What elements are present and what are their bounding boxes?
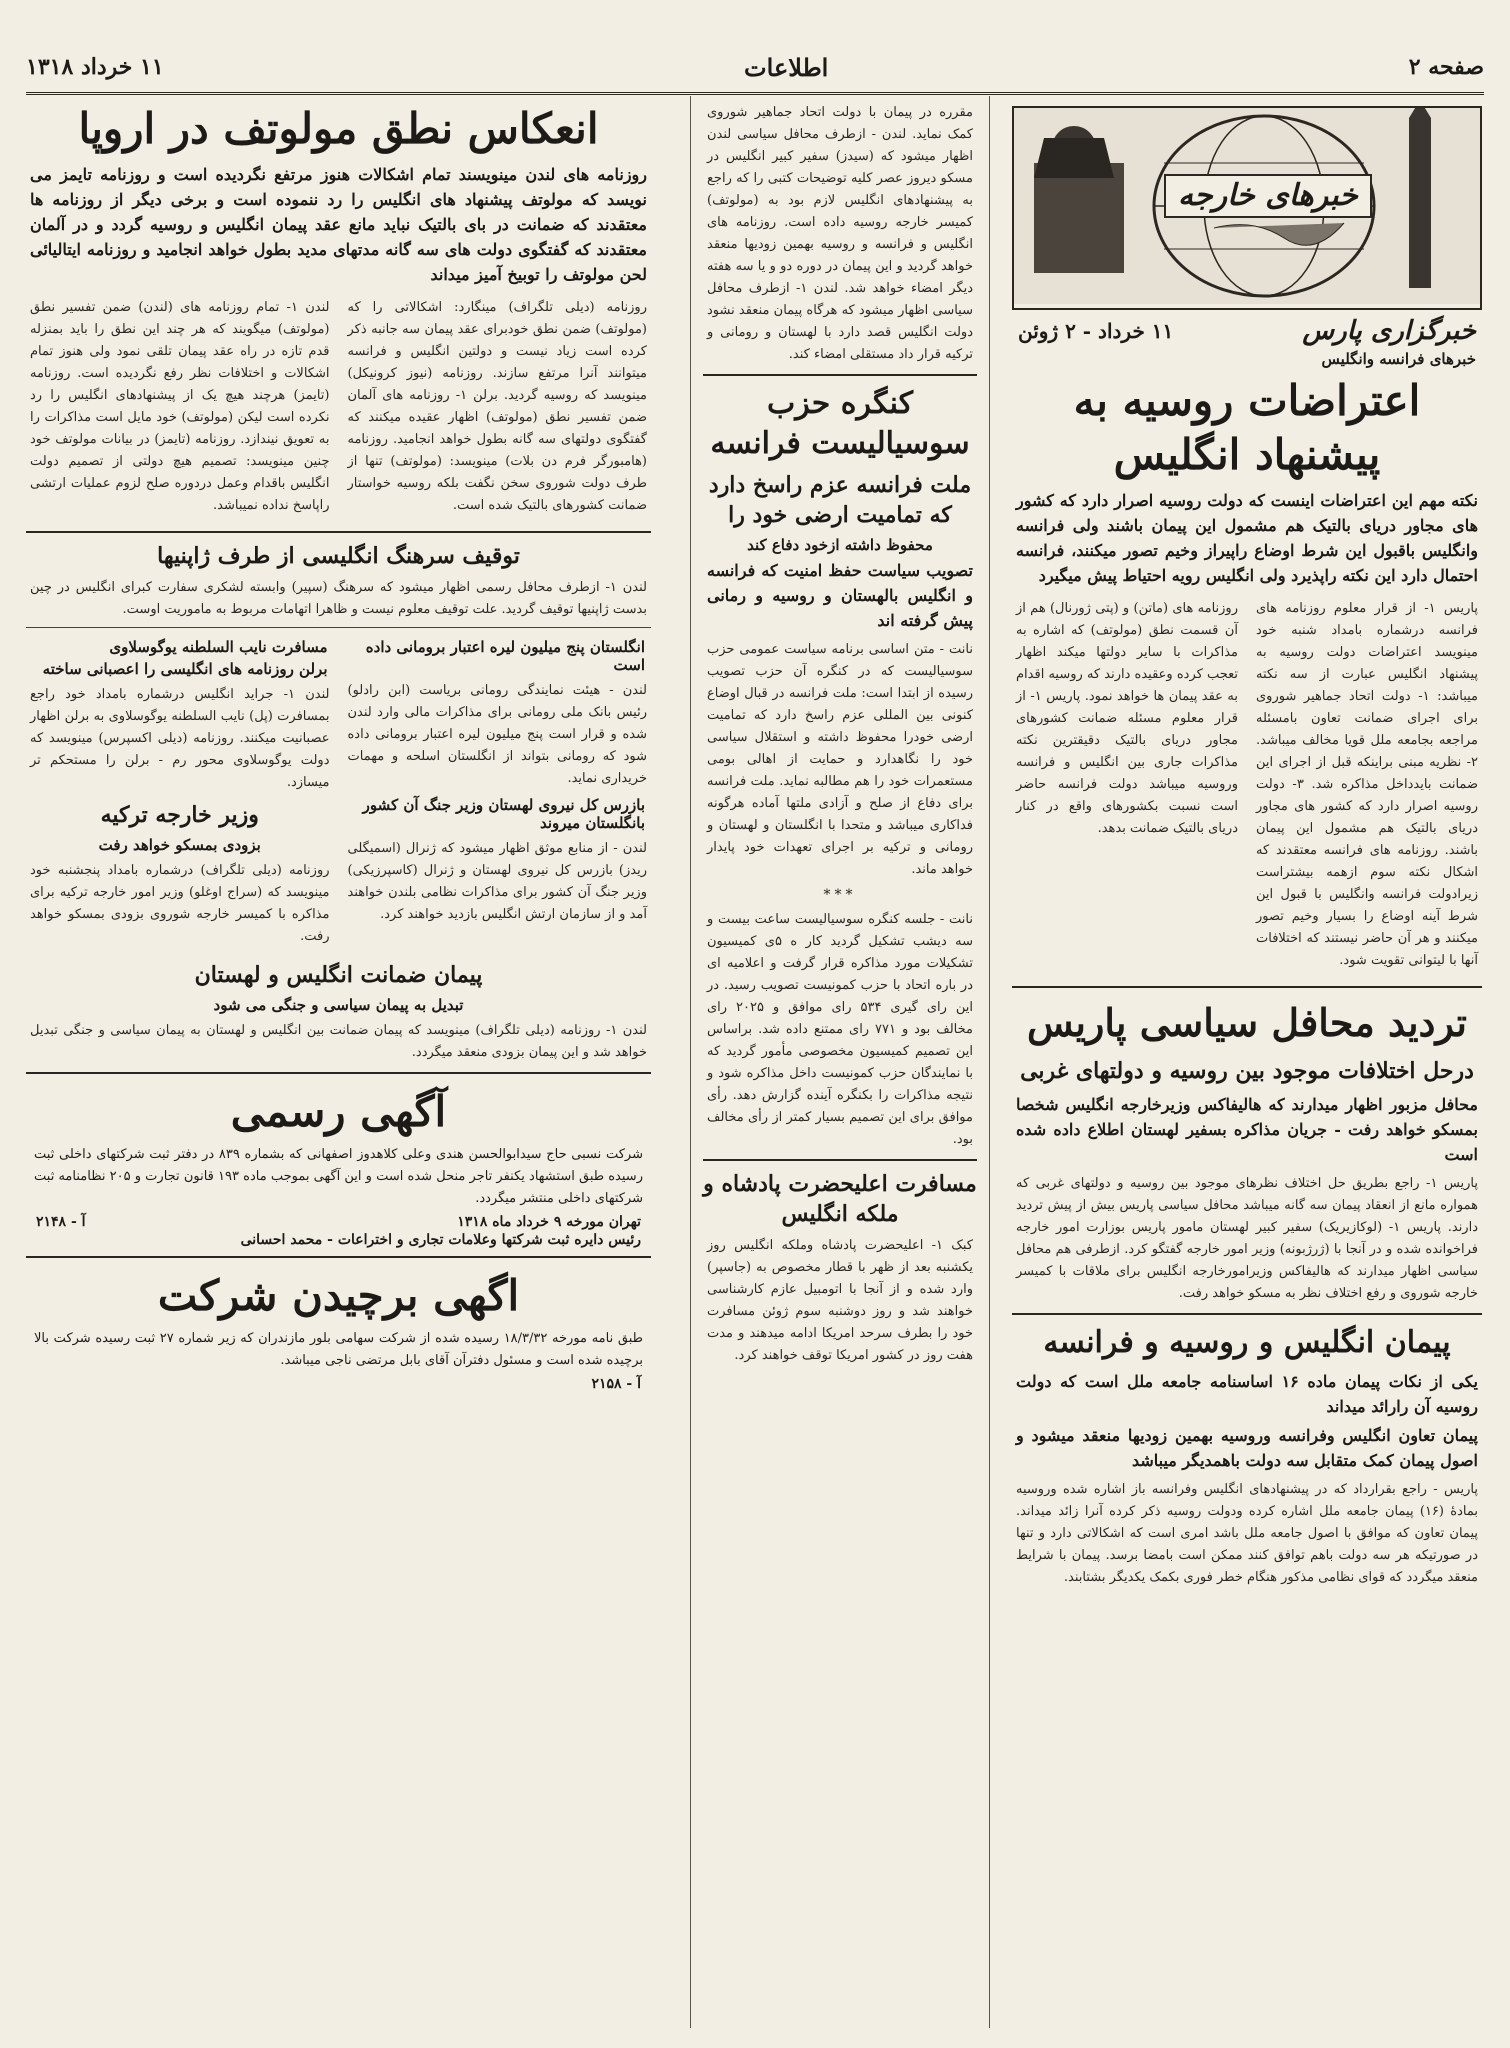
- poland-general-headline: بازرس کل نیروی لهستان وزیر جنگ آن کشور بانگلستان میروند: [362, 796, 645, 832]
- molotov-headline: انعکاس نطق مولوتف در اروپا: [78, 104, 599, 153]
- paris-body: پاریس ۱- راجع بطریق حل اختلاف نظرهای موجود بین روسیه و دولتهای غربی که همواره مانع از انعقاد پیمان سه گانه میباشد محافل سیاسی پاریس بیش از پیش تردید دارند. پاریس ۱- (لوکازیریک) سفیر کبیر لهستان مامور پاریس بوزارت امور خارجه فراخوانده شده و در آنجا با (ژرژبونه) وزیر امور خارجه گفتگو کرد. ازطرفی هم محافل سیاسی اظهار میدارند که هالیفاکس وزیرامورخارجه انگلیس برای ملاقات با کمیسر خارجه شوروی و رفع اختلاف نظر به مسکو خواهد رفت.: [1016, 1176, 1479, 1301]
- column-right: [1012, 96, 1482, 2028]
- middle-top-body: مقرره در پیمان با دولت اتحاد جماهیر شوروی کمک نماید. لندن - ازطرف محافل سیاسی لندن اظهار میشود که (سیدز) سفیر کبیر انگلیس در مسکو دیروز عصر کلیه توضیحات کتبی را که راجع به پیشنهادهای انگلیس لازم بود به (مولوتف) کمیسر خارجه روسیه داده است. روزنامه های انگلیس و فرانسه و روسیه بهمین زودیها منعقد خواهد گردید و این پیمان در دوره دو و یا سه هفته دیگر امضاء خواهد شد. لندن ۱- ازطرف محافل سیاسی اظهار میشود که هرگاه پیمان منعقد نشود دولت انگلیس قصد دارد با لهستان و رومانی و ترکیه قرار داد مستقلی امضاء کند.: [707, 105, 973, 362]
- pact-body: پاریس - راجع بقرارداد که در پیشنهادهای انگلیس وفرانسه باز اشاره شده وروسیه بمادهٔ (۱۶) پیمان جامعه ملل اشاره کرده ودولت روسیه ذکر کرده آنرا زائد میداند. پیمان تعاون که موافق با اصول جامعه ملل باشد امری است که اشکالاتی دارد و تنها در صورتیکه هر سه دولت باهم توافق کنند ممکن است بامضا برسد. پیمان با شرایط منعقد میگردد که قوای نظامی مذکور هنگام خطر فوری بکمک یکدیگر بشتابند.: [1016, 1482, 1478, 1585]
- socialist-headline: کنگره حزب سوسیالیست فرانسه: [710, 386, 970, 461]
- newspaper-name: اطلاعات: [744, 52, 829, 82]
- socialist-subheadline: ملت فرانسه عزم راسخ دارد که تمامیت ارضی خود را: [708, 472, 972, 528]
- notice-place-date: تهران مورخه ۹ خرداد ماه ۱۳۱۸: [457, 1214, 641, 1230]
- turkey-subheadline: بزودی بمسکو خواهد رفت: [98, 836, 261, 854]
- divider: [1012, 986, 1482, 988]
- guarantee-pact-subheadline: تبدیل به پیمان سیاسی و جنگی می شود: [213, 996, 464, 1014]
- molotov-story: [26, 291, 651, 523]
- paris-subheadline: درحل اختلافات موجود بین روسیه و دولتهای غربی: [1020, 1058, 1474, 1084]
- lower-news-right: [344, 634, 652, 954]
- socialist-lead: تصویب سیاست حفظ امنیت که فرانسه و انگلیس بالهستان و روسیه و رمانی پیش گرفته اند: [707, 561, 973, 630]
- socialist-body-b: نانت - جلسه کنگره سوسیالیست ساعت بیست و سه دیشب تشکیل گردید کار ه ۵ی کمیسیون تشکیلات مورد مذاکره قرار گرفت و اعلامیه ای در باره اتحاد با حزب کمونیست تصویب رسید. در این رای گیری ۵۳۴ رای موافق و ۲۰۲۵ رای مخالف بود و ۷۷۱ رای ممتنع داده شد. براساس این تصمیم کمیسیون مخصوصی مأمور گردید که با نمایندگان حزب کمونیست داخل مذاکره شود و نتیجه مذاکرات را بکنگره آینده گزارش دهد. رأی موافق برای این تصمیم بسیار کمتر از رأی مخالف بود.: [707, 912, 974, 1147]
- paris-lead: محافل مزبور اظهار میدارند که هالیفاکس وزیرخارجه انگلیس شخصا بمسکو خواهد رفت - جریان مذاکره بسفیر لهستان اطلاع داده شده است: [1016, 1095, 1478, 1164]
- colonel-body: لندن ۱- ازطرف محافل رسمی اظهار میشود که سرهنگ (سپیر) وابسته لشکری سفارت کبرای انگلیس در چین بدست ژاپنیها توقیف گردید. علت توقیف معلوم نیست و ظاهرا اتهامات مربوط به ماموریت اوست.: [30, 580, 648, 617]
- divider: [1012, 1313, 1482, 1315]
- yugoslavia-headline: مسافرت نایب السلطنه یوگوسلاوی: [109, 638, 328, 656]
- main-lead: نکته مهم این اعتراضات اینست که دولت روسیه اصرار دارد که کشور های مجاور دریای بالتیک هم مشمول این پیمان باشند ولی فرانسه وانگلیس باقبول این شرط اوضاع راپیراز وخیم تصور میکنند، فرانسه احتمال دارد این نکته راپذیرد ولی انگلیس رویه احتیاط پیش میگیرد: [1016, 491, 1478, 585]
- dissolution-notice-ref: آ - ۲۱۵۸: [591, 1376, 641, 1392]
- romania-credit-headline: انگلستان پنج میلیون لیره اعتبار برومانی داده است: [365, 638, 645, 674]
- agency-name: خبرگزاری پارس: [1302, 316, 1476, 346]
- main-story-column-a: پاریس ۱- از قرار معلوم روزنامه های فرانسه درشماره بامداد شنبه خود مینویسد اعتراضات دولت روسیه به پیشنهاد انگلیس عبارت از سه نکته میباشد: ۱- دولت اتحاد جماهیر شوروی برای اجرای ضمانت تعاون بامسئله مراجعه بجامعه ملل قویا مخالف میباشد. ۲- نظریه مبنی براینکه قبل از اجرای این ضمانت بایدداخل مذاکره شد. ۳- دولت روسیه اصرار دارد که کشور های مجاور دریای بالتیک هم مشمول این پیمان باشند. روزنامه های فرانسه معتقدند که اشکال نکته سوم ازهمه بیشتراست زیرادولت فرانسه وانگلیس با قبول این شرط آینه اوضاع را بسیار وخیم تصور میکنند و هر آن حاضر نیستند که اختلافات آنها با لیتوانی تقویت شود.: [1256, 601, 1479, 968]
- official-notice-signature: [36, 1214, 641, 1230]
- pact-lead: یکی از نکات پیمان ماده ۱۶ اساسنامه جامعه ملل است که دولت روسیه آن رارائد میداند: [1016, 1372, 1479, 1416]
- divider: [26, 1072, 651, 1074]
- main-story-column-b: روزنامه های (ماتن) و (پتی ژورنال) هم از آن قسمت نطق (مولوتف) که اشاره به مذاکرات با سایر دولتها میکند اظهار تعجب کرده وعقیده دارند که روسیه اقدام به عقد پیمان ها خواهد نمود. پاریس ۱- از قرار معلوم مسئله ضمانت کشورهای مجاور دریای بالتیک دقیقترین نکته مذاکرات جاری بین انگلیس و فرانسه وروسیه میباشد دولت فرانسه حاضر است نسبت بکشورهای واقع در کنار دریای بالتیک ضمانت بدهد.: [1016, 601, 1238, 836]
- turkey-body: روزنامه (دیلی تلگراف) درشماره بامداد پنجشنبه خود مینویسد که (سراج اوغلو) وزیر امور خارجه ترکیه برای مذاکره با کمیسر خارجه شوروی بزودی بمسکو خواهد رفت.: [30, 863, 330, 944]
- guarantee-pact-body: لندن ۱- روزنامه (دیلی تلگراف) مینویسد که پیمان ضمانت بین انگلیس و لهستان به پیمان سیاسی و جنگی تبدیل خواهد شد و این پیمان بزودی منعقد میگردد.: [30, 1023, 647, 1060]
- socialist-body-a: نانت - متن اساسی برنامه سیاست عمومی حزب سوسیالیست که در کنگره آن حزب تصویب رسیده از ابتدا است: ملت فرانسه در قبال اوضاع کنونی بین المللی عزم راسخ دارد که تمامیت ارضی خودرا محفوظ داشته و استقلال سیاسی خود را نگاهدارد و حمایت از اهالی بومی مستعمرات خود را هم مطالبه نماید. ملت فرانسه برای دفاع از صلح و آزادی ملتها آماده هرگونه فداکاری میباشد و متحدا با انگلستان و لهستان و رومانی و ترکیه بر اجرای تعهدات خود پایدار خواهد ماند.: [707, 642, 973, 877]
- notice-ref: آ - ۲۱۴۸: [36, 1214, 86, 1230]
- column-left: [26, 96, 651, 2028]
- guarantee-pact-headline: پیمان ضمانت انگلیس و لهستان: [194, 962, 483, 988]
- official-notice-text: شرکت نسبی حاج سیدابوالحسن هندی وعلی کلاهدوز اصفهانی که بشماره ۸۳۹ در دفتر ثبت شرکتهای داخلی ثبت رسیده طبق استشهاد یکنفر تاجر منحل شده است و این آگهی بموجب ماده ۱۹۳ قانون تجارت و ۲۰۵ نظامنامه ثبت شرکتهای داخلی منتشر میگردد.: [34, 1147, 643, 1206]
- notice-signer-row: [36, 1232, 641, 1248]
- main-story: [1012, 592, 1482, 978]
- lower-news: [26, 634, 651, 954]
- dateline-date: ۱۱ خرداد - ۲ ژوئن: [1018, 319, 1174, 343]
- yugoslavia-body: لندن ۱- جراید انگلیس درشماره بامداد خود راجع بمسافرت (پل) نایب السلطنه یوگوسلاوی به برلن اظهار عصبانیت میکنند. روزنامه (دیلی اکسپرس) مینویسد که دولت یوگوسلاوی محور رم - برلن را مستحکم تر میسازد.: [30, 687, 330, 790]
- issue-date: ۱۱ خرداد ۱۳۱۸: [26, 54, 164, 80]
- page-number: صفحه ۲: [1408, 54, 1484, 80]
- divider: [26, 627, 651, 628]
- poland-general-body: لندن - از منابع موثق اظهار میشود که ژنرال (اسمیگلی ریدز) بازرس کل نیروی لهستان و ژنرال (کاسپرزیکی) وزیر جنگ آن کشور برای مذاکرات نظامی بلندن خواهند آمد و از سازمان ارتش انگلیس بازدید خواهند کرد.: [347, 841, 647, 922]
- pact-headline: پیمان انگلیس و روسیه و فرانسه: [1043, 1325, 1451, 1360]
- divider: [703, 1159, 977, 1161]
- colonel-headline: توقیف سرهنگ انگلیسی از طرف ژاپنیها: [157, 543, 520, 569]
- divider: [26, 1256, 651, 1258]
- separator-stars: ***: [823, 887, 857, 903]
- socialist-subheadline-2: محفوظ داشته ازخود دفاع کند: [747, 536, 933, 554]
- divider: [26, 531, 651, 533]
- paris-headline: تردید محافل سیاسی پاریس: [1026, 1000, 1467, 1045]
- banner-title: خبرهای خارجه: [1164, 174, 1372, 218]
- lower-news-left: [26, 634, 334, 954]
- divider: [703, 374, 977, 376]
- molotov-body-left: لندن ۱- تمام روزنامه های (لندن) ضمن تفسیر نطق (مولوتف) میگویند که هر چند این نطق را باید بمنزله قدم تازه در راه عقد پیمان تلقی نمود ولی هنوز تمام اشکالات و اختلافات نظر رفع نگردیده است. روزنامه (تایمز) هرچند هیچ یک از پیشنهادهای انگلیس را رد نکرده است لیکن (مولوتف) خود مایل است مذاکرات را به تعویق نیندازد. روزنامه (تایمز) در بیانات مولوتف خود چنین مینویسد: تصمیم هیچ دولتی از تصمیم دولت انگلیس باقدام وعمل دردوره صلح لزوم عملیات ارتشی راپاسخ نداده نمیباشد.: [30, 300, 330, 513]
- dissolution-notice-text: طبق نامه مورخه ۱۸/۳/۳۲ رسیده شده از شرکت سهامی بلور مازندران که زیر شماره ۲۷ ثبت رسیده شرکت بالا برچیده شده است و مسئول دفترآن آقای بابل مرتضی ناجی میباشد.: [34, 1331, 643, 1368]
- page-header: [26, 42, 1484, 95]
- dateline: [1018, 316, 1476, 346]
- royal-trip-body: کبک ۱- اعلیحضرت پادشاه وملکه انگلیس روز یکشنبه بعد از ظهر با قطار مخصوص به (جاسپر) وارد شده و از آنجا با اتومبیل عازم کارشناسی خواهند شد و روز دوشنبه سوم ژوئن مسافرت خود را بطرف سرحد امریکا ادامه میدهند و مدت هفت روز در کشور امریکا توقف خواهند کرد.: [707, 1238, 973, 1363]
- molotov-lead: روزنامه های لندن مینویسند تمام اشکالات هنوز مرتفع نگردیده است و روزنامه تایمز می نویسد که مولوتف پیشنهاد های انگلیس را رد ننموده است و برخی دیگر از روزنامه ها معتقدند که ضمانت در بای بالتیک نباید مانع عقد پیمان انگلیس و روسیه گردد و در آلمان معتقدند که گفتگوی دولت های سه گانه مدتهای مدید بطول خواهد انجامید و روزنامه ایتالیائی لحن مولوتف را توبیخ آمیز میداند: [30, 165, 647, 284]
- turkey-headline: وزیر خارجه ترکیه: [100, 802, 259, 828]
- pact-subheadline: پیمان تعاون انگلیس وفرانسه وروسیه بهمین زودیها منعقد میشود و اصول پیمان کمک متقابل سه دولت باهمدیگر میباشد: [1016, 1426, 1478, 1470]
- foreign-news-banner: [1012, 106, 1482, 310]
- dissolution-notice-title: اگهی برچیدن شرکت: [157, 1271, 520, 1320]
- notice-signer: رئیس دایره ثبت شرکتها وعلامات تجاری و اختراعات - محمد احسانی: [240, 1232, 641, 1248]
- column-middle: [690, 96, 990, 2028]
- royal-trip-headline: مسافرت اعلیحضرت پادشاه و ملکه انگلیس: [703, 1171, 977, 1227]
- section-kicker: خبرهای فرانسه وانگلیس: [1321, 350, 1476, 368]
- romania-credit-body: لندن - هیئت نمایندگی رومانی بریاست (ابن رادلو) رئیس بانک ملی رومانی برای مذاکرات مالی وارد لندن شده و قرار است پنج میلیون لیره اعتبار برومانی داده شود که رومانی بتواند از انگلستان اسلحه و مهمات خریداری نماید.: [347, 683, 647, 786]
- official-notice-title: آگهی رسمی: [230, 1087, 447, 1136]
- main-headline: اعتراضات روسیه به پیشنهاد انگلیس: [1073, 376, 1421, 479]
- yugoslavia-subheadline: برلن روزنامه های انگلیسی را اعصبانی ساخته: [42, 660, 328, 678]
- molotov-body-right: روزنامه (دیلی تلگراف) مینگارد: اشکالاتی را که (مولوتف) ضمن نطق خودبرای عقد پیمان سه جانبه ذکر کرده است زیاد نیست و دولتین انگلیس و فرانسه میتوانند آنرا مرتفع سازند. روزنامه (نیوز کرونیکل) مینویسد که روسیه گردید. برلن ۱- روزنامه های آلمان ضمن تفسیر نطق (مولوتف) اظهار عقیده میکنند که گفتگوی دولتهای سه گانه بطول خواهد انجامید. روزنامه (هامبورگر فرم دن بلات) مینویسد: (مولوتف) تنها از طرف دولت شوروی سخن نگفت بلکه روسیه خواستار ضمانت کشورهای بالتیک شده است.: [347, 300, 647, 513]
- dissolution-notice-ref-row: [36, 1376, 641, 1392]
